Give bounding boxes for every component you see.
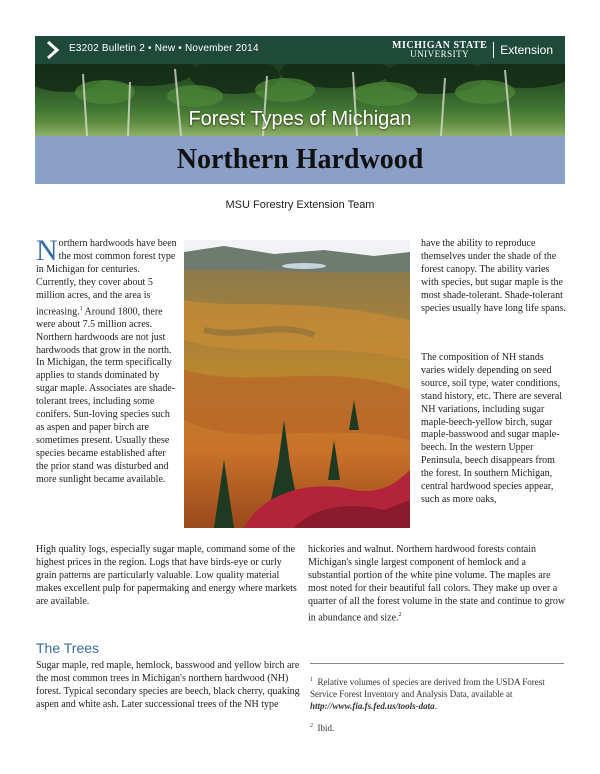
- shade-tolerance-paragraph: have the ability to reproduce themselves under the shade of the forest canopy. The ability varies with species, but sugar maple is the most shade-tolerant. Shade-tolerant species usually have long life spans.: [421, 238, 566, 314]
- trees-paragraph: Sugar maple, red maple, hemlock, basswood and yellow birch are the most common trees in Michigan's northern hardwood (NH) forest. Typical secondary species are beech, black cherry, quaking aspen and white ash. Later successional trees of the NH type: [36, 660, 300, 710]
- photo-illustration: [184, 240, 410, 528]
- msu-wordmark: MICHIGAN STATE UNIVERSITY: [392, 40, 488, 59]
- msu-extension-logo: [392, 40, 553, 60]
- logo-divider: [493, 42, 494, 58]
- bulletin-info: E3202 Bulletin 2 • New • November 2014: [69, 43, 259, 54]
- drop-cap: N: [36, 234, 58, 267]
- intro-paragraph: Northern hardwoods have been the most common forest type in Michigan for centuries. Currently, they cover about 5 million acres, and the area is increasing.$^1$ Around 1800, there were about 7.5 million acres. Northern hardwoods are not just hardwoods that grow in the north. In Michigan, the term specifically applies to stands dominated by sugar maple. Associates are shade-tolerant trees, including some conifers. Sun-loving species such as aspen and paper birch are sometimes present. Usually these species became established after the prior stand was disturbed and more sunlight became available.: [36, 234, 177, 485]
- series-title: Forest Types of Michigan: [188, 108, 412, 130]
- autumn-forest-photo: [184, 240, 410, 528]
- extension-label: Extension: [500, 43, 553, 57]
- footnote-1: $^1$ Relative volumes of species are derived from the USDA Forest Service Forest Inventory and Analysis Data, available at http://www.fia.fs.fed.us/tools-data.: [310, 677, 545, 711]
- author-line: MSU Forestry Extension Team: [225, 199, 375, 211]
- footnote-2: $^2$ Ibid.: [310, 723, 335, 733]
- logs-paragraph: High quality logs, especially sugar maple, command some of the highest prices in the region. Logs that have birds-eye or curly grain patterns are particularly valuable. Low quality material makes excellent pulp for papermaking and energy where markets are available.: [36, 544, 297, 607]
- footnote-divider: [310, 663, 564, 664]
- composition-paragraph: The composition of NH stands varies widely depending on seed source, soil type, water conditions, stand history, etc. There are several NH variations, including sugar maple-beech-yellow birch, sugar maple-basswood and sugar maple-beech. In the western Upper Peninsula, beech disappears from the forest. In southern Michigan, central hardwood species appear, such as more oaks,: [421, 352, 563, 505]
- hickories-paragraph: hickories and walnut. Northern hardwood forests contain Michigan's single largest component of hemlock and a substantial portion of the white pine volume. The maples are most noted for their beautiful fall colors. They make up over a quarter of all the forest volume in the state and continue to grow in abundance and size.$^2$: [308, 544, 566, 623]
- title-band: [35, 136, 565, 184]
- forest-banner-image: [35, 64, 565, 136]
- page-title: Northern Hardwood: [176, 144, 424, 175]
- footnote-ref: 2: [398, 611, 402, 618]
- chevron-right-icon: [43, 40, 63, 60]
- footnote-ref: 1: [79, 305, 83, 312]
- fia-data-link[interactable]: http://www.fia.fs.fed.us/tools-data: [310, 701, 435, 711]
- section-heading-the-trees: The Trees: [36, 640, 100, 656]
- header-bar: [35, 36, 565, 64]
